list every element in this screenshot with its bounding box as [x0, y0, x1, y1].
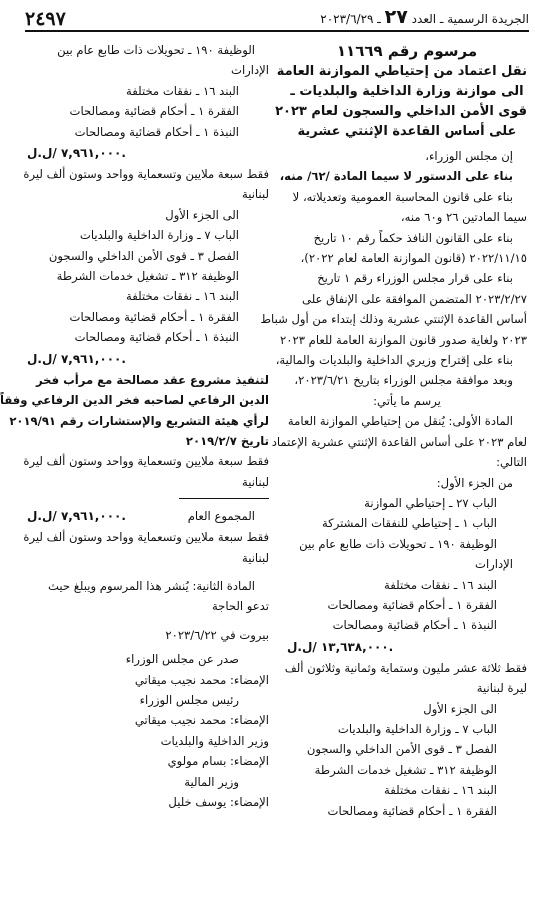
- preamble-approval: وبعد موافقة مجلس الوزراء بتاريخ ٢٠٢٣/٦/٢١،: [294, 373, 513, 388]
- budget-line-item: الباب ٢٧ ـ إحتياطي الموازنة: [364, 495, 497, 510]
- signature-finance-minister: الإمضاء: يوسف خليل: [168, 795, 269, 809]
- preamble-line: بناء على قرار مجلس الوزراء رقم ١ تاريخ: [317, 271, 513, 286]
- article-two-line: المادة الثانية: يُنشر هذا المرسوم ويبلغ حيث: [48, 578, 255, 593]
- budget-line-item: الفقرة ١ ـ أحكام قضائية ومصالحات: [327, 803, 497, 818]
- budget-line-item: الإدارات: [231, 63, 269, 78]
- purpose-line: تاريخ ٢٠١٩/٢/٧: [185, 433, 269, 448]
- left-column: [0, 40, 269, 917]
- budget-line-item: الوظيفة ١٩٠ ـ تحويلات ذات طابع عام بين: [57, 43, 255, 57]
- preamble-constitution: بناء على الدستور لا سيما المادة /٦٢/ منه،: [279, 169, 513, 184]
- finance-minister-title: وزير المالية: [184, 774, 239, 789]
- amount-in-words: فقط ثلاثة عشر مليون وستماية وثمانية وثلاثون ألف: [284, 660, 527, 675]
- preamble-line: ٢٠٢٢/١١/١٥ (قانون الموازنة العامة لعام ٢٠٢٢)،: [300, 251, 527, 266]
- preamble-line: ٢٠٢٣/٢/٢٧ المتضمن الموافقة على الإنفاق على: [302, 291, 527, 306]
- preamble-line: بناء على قانون المحاسبة العمومية وتعديلاته، لا: [292, 189, 513, 204]
- budget-line-item: الفصل ٣ ـ قوى الأمن الداخلي والسجون: [48, 248, 239, 263]
- budget-line-item: الوظيفة ٣١٢ ـ تشغيل خدمات الشرطة: [56, 269, 239, 284]
- right-column: [260, 40, 527, 917]
- preamble-line: بناء على القانون النافذ حكماً رقم ١٠ تاريخ: [313, 230, 513, 245]
- purpose-line: لرأي هيئة التشريع والإستشارات رقم ٢٠١٩/٩١: [9, 413, 269, 428]
- budget-line-item: الوظيفة ٣١٢ ـ تشغيل خدمات الشرطة: [314, 762, 497, 777]
- budget-line-item: الباب ٧ ـ وزارة الداخلية والبلديات: [79, 228, 239, 243]
- amount-in-words: فقط سبعة ملايين وتسعماية وواحد وستون ألف ليرة: [23, 167, 269, 182]
- purpose-line: الدين الرفاعي لصاحبه فخر الدين الرفاعي وفقاً: [0, 393, 269, 408]
- budget-line-item: النبذة ١ ـ أحكام قضائية ومصالحات: [74, 330, 239, 345]
- amount-in-words: لبنانية: [241, 187, 269, 202]
- amount-in-words: فقط سبعة ملايين وتسعماية وواحد وستون ألف ليرة: [23, 454, 269, 469]
- purpose-line: لتنفيذ مشروع عقد مصالحة مع مرأب فخر: [35, 372, 269, 387]
- budget-line-item: الفصل ٣ ـ قوى الأمن الداخلي والسجون: [306, 742, 497, 757]
- budget-line-item: الوظيفة ١٩٠ ـ تحويلات ذات طابع عام بين: [299, 536, 497, 551]
- prime-minister-title: رئيس مجلس الوزراء: [139, 692, 239, 707]
- grand-total-amount: ٧,٩٦١,٠٠٠ /ل.ل.: [27, 509, 126, 524]
- total-divider: [179, 498, 269, 499]
- decrees-heading: يرسم ما يأتي:: [373, 393, 441, 408]
- preamble-line: أساس القاعدة الإثنتي عشرية وذلك إبتداء من أول شباط: [260, 312, 527, 327]
- article-one-line: لعام ٢٠٢٣ على أساس القاعدة الإثنتي عشرية الإعتماد: [271, 434, 527, 449]
- amount-in-words: لبنانية: [241, 550, 269, 565]
- budget-line-item: الباب ٧ ـ وزارة الداخلية والبلديات: [337, 721, 497, 736]
- page-header: [25, 6, 529, 32]
- grand-total-row: [27, 505, 269, 527]
- issue-date: ـ ٢٠٢٣/٦/٢٩: [320, 12, 381, 26]
- issue-number: ٢٧: [384, 6, 408, 28]
- budget-line-item: الباب ١ ـ إحتياطي للنفقات المشتركة: [321, 516, 497, 531]
- budget-line-item: النبذة ١ ـ أحكام قضائية ومصالحات: [332, 618, 497, 633]
- allocated-amount: ٧,٩٦١,٠٠٠ /ل.ل.: [27, 146, 126, 161]
- decree-title-line: قوى الأمن الداخلي والسجون لعام ٢٠٢٣: [275, 104, 527, 119]
- article-one-line: المادة الأولى: يُنقل من إحتياطي الموازنة العامة: [287, 414, 513, 429]
- transfer-amount: ١٣,٦٣٨,٠٠٠ /ل.ل.: [287, 639, 394, 654]
- budget-line-item: البند ١٦ ـ نفقات مختلفة: [384, 783, 497, 798]
- interior-minister-title: وزير الداخلية والبلديات: [160, 733, 269, 748]
- to-part-heading: الى الجزء الأول: [423, 701, 497, 716]
- signature-prime-minister: الإمضاء: محمد نجيب ميقاتي: [134, 713, 269, 728]
- amount-in-words: فقط سبعة ملايين وتسعماية وواحد وستون ألف ليرة: [23, 530, 269, 545]
- allocated-amount: ٧,٩٦١,٠٠٠ /ل.ل.: [27, 351, 126, 366]
- gazette-name: الجريدة الرسمية ـ العدد: [411, 12, 529, 26]
- to-part-heading: الى الجزء الأول: [165, 207, 239, 222]
- budget-line-item: البند ١٦ ـ نفقات مختلفة: [384, 577, 497, 592]
- preamble-proposal: بناء على إقتراح وزيري الداخلية والبلديات والمالية،: [275, 353, 513, 368]
- decree-title-line: الى موازنة وزارة الداخلية والبلديات ـ: [290, 84, 524, 99]
- preamble-intro: إن مجلس الوزراء،: [425, 149, 513, 163]
- budget-line-item: البند ١٦ ـ نفقات مختلفة: [126, 83, 239, 98]
- article-two-line: تدعو الحاجة: [211, 599, 269, 614]
- decree-title-line: على أساس القاعدة الإثنتي عشرية: [297, 124, 517, 139]
- gazette-title: [320, 6, 529, 30]
- budget-line-item: الإدارات: [475, 557, 513, 572]
- budget-line-item: الفقرة ١ ـ أحكام قضائية ومصالحات: [69, 309, 239, 324]
- from-part-heading: من الجزء الأول:: [436, 475, 513, 490]
- budget-line-item: الفقرة ١ ـ أحكام قضائية ومصالحات: [327, 597, 497, 612]
- preamble-line: سيما المادتين ٢٦ و٦٠ منه،: [400, 210, 527, 225]
- grand-total-label: المجموع العام: [187, 508, 255, 523]
- amount-in-words: ليرة لبنانية: [476, 681, 527, 696]
- page-number: ٢٤٩٧: [25, 8, 66, 30]
- amount-in-words: لبنانية: [241, 474, 269, 489]
- preamble-line: ٢٠٢٣ ولغاية صدور قانون الموازنة العامة للعام ٢٠٢٣: [280, 332, 527, 347]
- budget-line-item: الفقرة ١ ـ أحكام قضائية ومصالحات: [69, 104, 239, 119]
- signature-president: الإمضاء: محمد نجيب ميقاتي: [134, 672, 269, 687]
- article-one-line: التالي:: [496, 455, 527, 470]
- issued-by: صدر عن مجلس الوزراء: [125, 652, 239, 667]
- signature-interior-minister: الإمضاء: بسام مولوي: [167, 754, 269, 769]
- budget-line-item: البند ١٦ ـ نفقات مختلفة: [126, 289, 239, 304]
- budget-line-item: النبذة ١ ـ أحكام قضائية ومصالحات: [74, 124, 239, 139]
- decree-number: مرسوم رقم ١١٦٦٩: [336, 42, 478, 60]
- decree-title-line: نقل اعتماد من إحتياطي الموازنة العامة: [276, 64, 527, 79]
- place-and-date: بيروت في ٢٠٢٣/٦/٢٢: [165, 627, 269, 642]
